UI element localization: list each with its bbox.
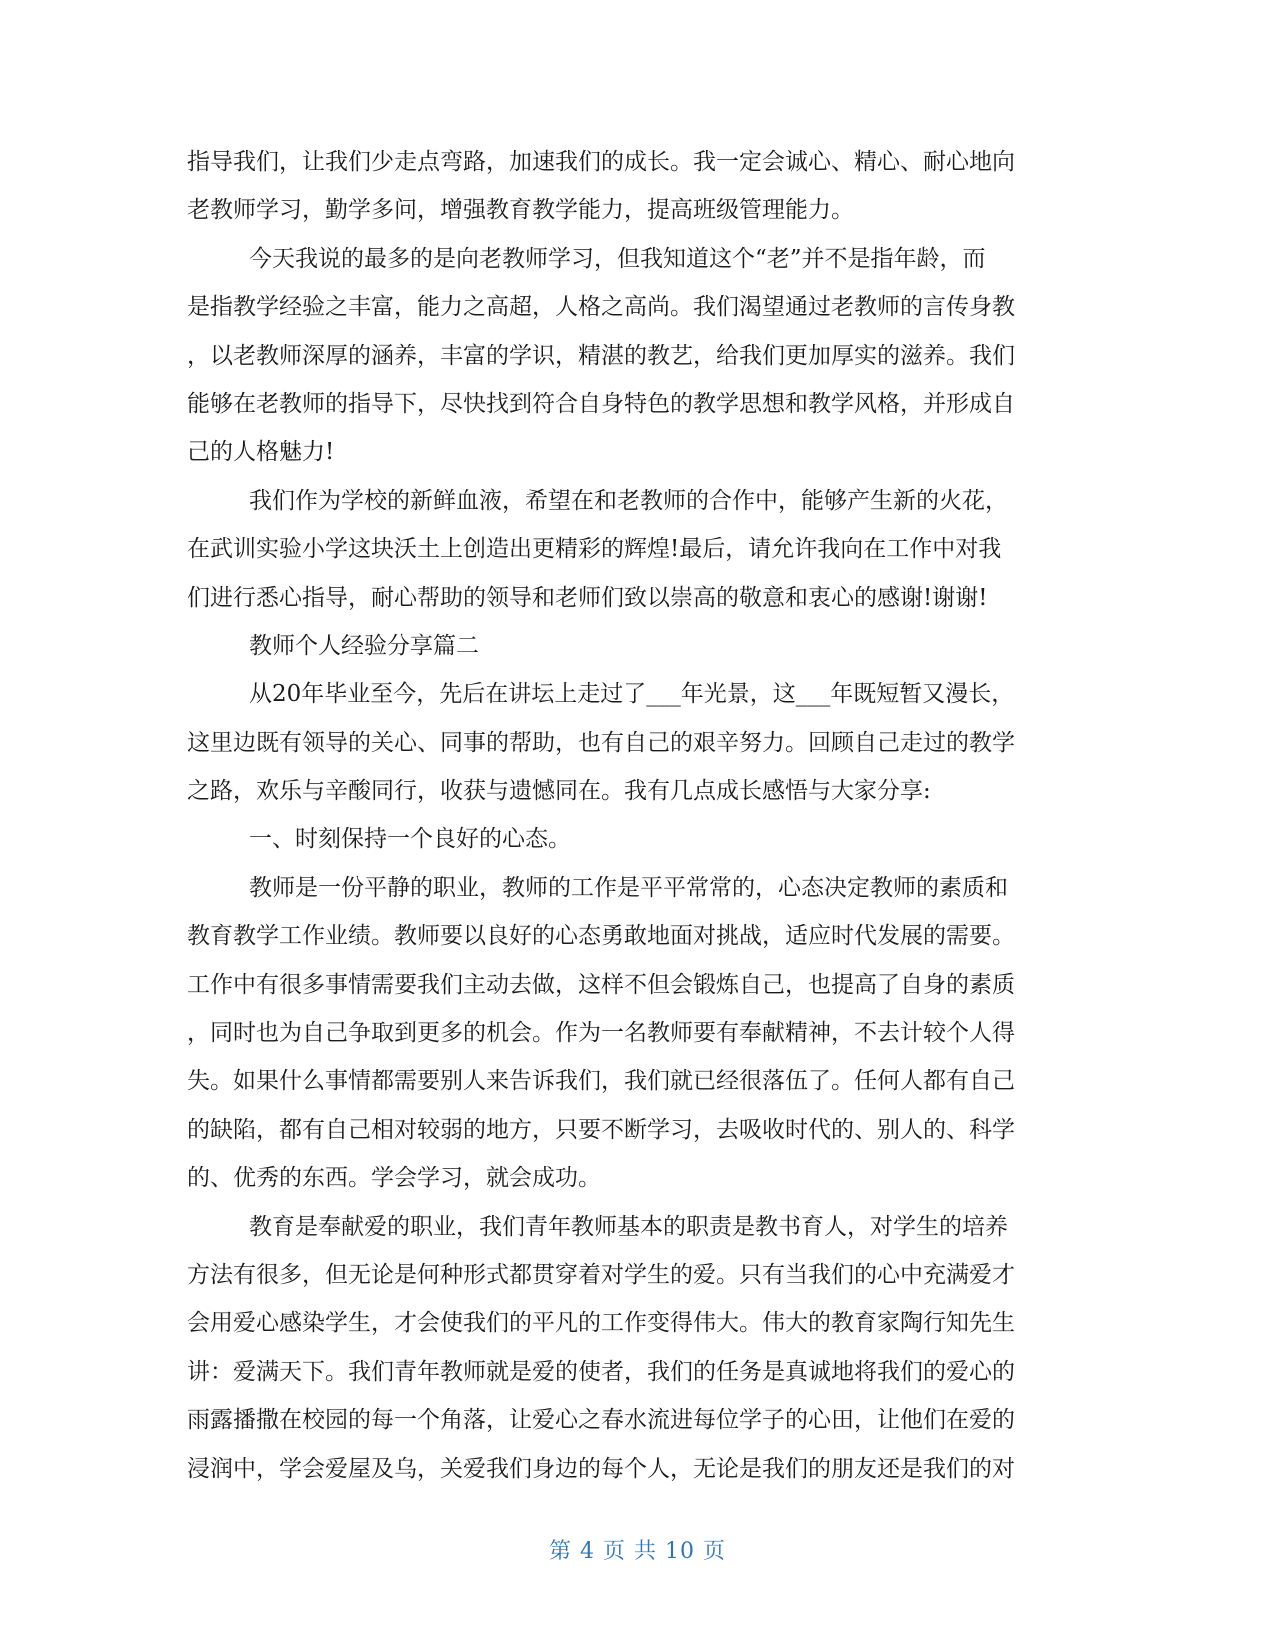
text-line: 己的人格魅力! <box>187 439 335 466</box>
text-line: 教育教学工作业绩。教师要以良好的心态勇敢地面对挑战，适应时代发展的需要。 <box>187 923 1015 950</box>
text-line: 的、优秀的东西。学会学习，就会成功。 <box>187 1165 601 1192</box>
text-line: 我们作为学校的新鲜血液，希望在和老教师的合作中，能够产生新的火花， <box>249 487 1008 514</box>
text-line: 的缺陷，都有自己相对较弱的地方，只要不断学习，去吸收时代的、别人的、科学 <box>187 1116 1015 1143</box>
document-body <box>187 138 1087 1493</box>
text-line: 从20年毕业至今，先后在讲坛上走过了___年光景，这___年既短暂又漫长， <box>249 681 1015 708</box>
text-line: 这里边既有领导的关心、同事的帮助，也有自己的艰辛努力。回顾自己走过的教学 <box>187 729 1015 756</box>
text-line: 指导我们，让我们少走点弯路，加速我们的成长。我一定会诚心、精心、耐心地向 <box>187 149 1015 175</box>
text-line: 是指教学经验之丰富，能力之高超，人格之高尚。我们渴望通过老教师的言传身教 <box>187 294 1015 321</box>
text-line: 讲：爱满天下。我们青年教师就是爱的使者，我们的任务是真诚地将我们的爱心的 <box>187 1358 1015 1385</box>
text-line: 教育是奉献爱的职业，我们青年教师基本的职责是教书育人，对学生的培养 <box>249 1213 1008 1240</box>
text-line: 雨露播撒在校园的每一个角落，让爱心之春水流进每位学子的心田，让他们在爱的 <box>187 1407 1015 1434</box>
text-line: 方法有很多，但无论是何种形式都贯穿着对学生的爱。只有当我们的心中充满爱才 <box>187 1261 1015 1288</box>
text-line: 老教师学习，勤学多问，增强教育教学能力，提高班级管理能力。 <box>187 197 854 224</box>
text-line: 一、时刻保持一个良好的心态。 <box>249 826 571 853</box>
text-line: ，同时也为自己争取到更多的机会。作为一名教师要有奉献精神，不去计较个人得 <box>187 1020 1015 1047</box>
text-line: 教师是一份平静的职业，教师的工作是平平常常的，心态决定教师的素质和 <box>249 874 1008 901</box>
text-line: 会用爱心感染学生，才会使我们的平凡的工作变得伟大。伟大的教育家陶行知先生 <box>187 1310 1015 1337</box>
text-line: 们进行悉心指导，耐心帮助的领导和老师们致以崇高的敬意和衷心的感谢!谢谢! <box>187 584 988 611</box>
text-line: 浸润中，学会爱屋及乌，关爱我们身边的每个人，无论是我们的朋友还是我们的对 <box>187 1455 1015 1482</box>
text-line: 工作中有很多事情需要我们主动去做，这样不但会锻炼自己，也提高了自身的素质 <box>187 971 1015 998</box>
text-line: 教师个人经验分享篇二 <box>249 632 479 659</box>
text-line: 之路，欢乐与辛酸同行，收获与遗憾同在。我有几点成长感悟与大家分享: <box>187 778 931 805</box>
text-line: 失。如果什么事情都需要别人来告诉我们，我们就已经很落伍了。任何人都有自己 <box>187 1068 1015 1095</box>
text-line: 今天我说的最多的是向老教师学习，但我知道这个“老”并不是指年龄，而 <box>249 245 986 272</box>
text-line: ，以老教师深厚的涵养，丰富的学识，精湛的教艺，给我们更加厚实的滋养。我们 <box>187 342 1015 369</box>
text-line: 能够在老教师的指导下，尽快找到符合自身特色的教学思想和教学风格，并形成自 <box>187 390 1015 417</box>
text-line: 在武训实验小学这块沃土上创造出更精彩的辉煌!最后，请允许我向在工作中对我 <box>187 536 1002 563</box>
page-footer: 第 4 页 共 10 页 <box>549 1539 726 1564</box>
